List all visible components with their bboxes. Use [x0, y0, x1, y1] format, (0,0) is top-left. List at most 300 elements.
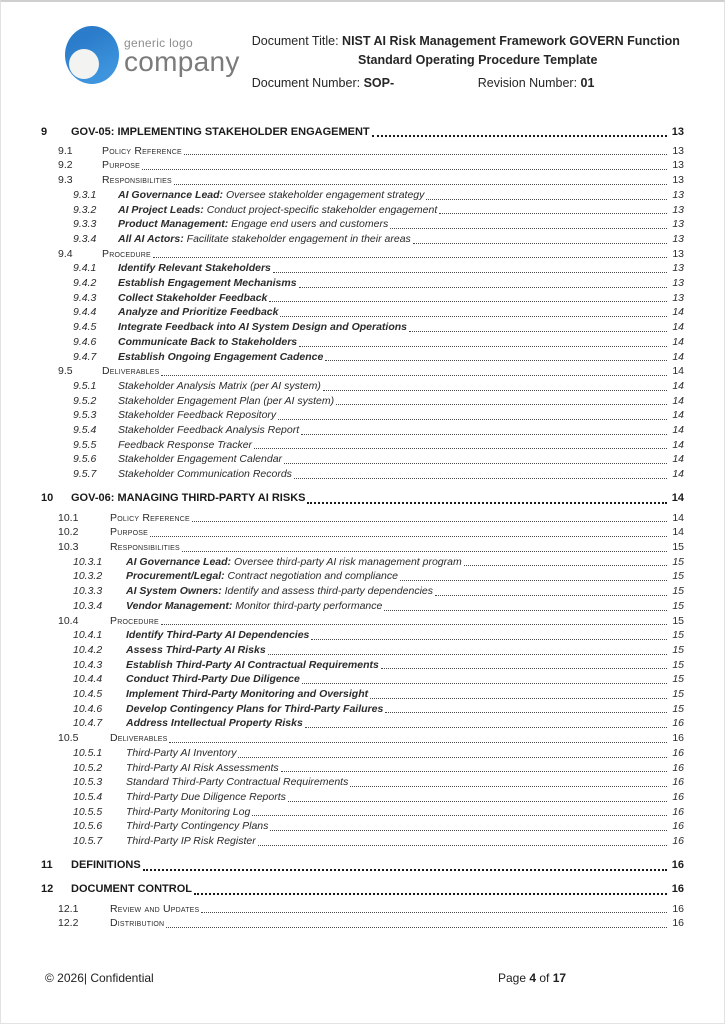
toc-entry-title: Stakeholder Communication Records	[118, 468, 292, 481]
logo-inner-circle-icon	[69, 49, 99, 79]
toc-dot-leader	[150, 536, 667, 537]
toc-entry-title: Third-Party Due Diligence Reports	[126, 790, 286, 803]
toc-entry-9.4[interactable]	[1, 247, 684, 262]
toc-dot-leader	[325, 360, 667, 361]
toc-entry-number: 10.4	[58, 614, 79, 627]
toc-page-number: 13	[672, 174, 684, 187]
toc-entry-title: DOCUMENT CONTROL	[71, 883, 192, 896]
toc-entry-title: Address Intellectual Property Risks	[126, 717, 303, 730]
toc-entry-number: 9.4.6	[73, 335, 97, 348]
toc-dot-leader	[252, 815, 667, 816]
toc-entry-title: Third-Party IP Risk Register	[126, 835, 256, 848]
toc-page-number: 15	[672, 614, 684, 627]
toc-dot-leader	[192, 521, 667, 522]
toc-dot-leader	[281, 771, 667, 772]
toc-dot-leader	[294, 478, 667, 479]
toc-entry-9.4.6[interactable]	[1, 335, 684, 350]
toc-page-number: 16	[672, 835, 684, 848]
toc-entry-number: 10.5.5	[73, 805, 103, 818]
toc-page-number: 15	[672, 658, 684, 671]
toc-dot-leader	[464, 565, 667, 566]
toc-entry-number: 10.5.6	[73, 820, 103, 833]
toc-entry-number: 10.4.5	[73, 688, 103, 701]
toc-entry-10.3.3[interactable]	[1, 584, 684, 599]
toc-dot-leader	[426, 199, 667, 200]
toc-entry-title	[126, 599, 384, 614]
toc-page-number: 16	[672, 917, 684, 930]
toc-entry-10.5.1[interactable]	[1, 746, 684, 761]
copyright-text: © 2026| Confidential	[45, 971, 154, 985]
page-current: 4	[529, 971, 537, 985]
toc-page-number: 13	[672, 232, 684, 245]
toc-page-number: 14	[672, 335, 684, 348]
toc-entry-role-prefix: AI Project Leads:	[118, 203, 204, 216]
toc-page-number: 15	[672, 540, 684, 553]
toc-page-number: 14	[672, 526, 684, 539]
toc-dot-leader	[299, 346, 667, 347]
toc-entry-title: Implement Third-Party Monitoring and Oversight	[126, 688, 369, 701]
toc-entry-10.4.2[interactable]	[1, 643, 684, 658]
toc-entry-title: Responsibilities	[110, 540, 180, 553]
toc-entry-10.4.3[interactable]	[1, 658, 684, 673]
document-number	[252, 74, 478, 93]
toc-entry-number: 9.5.7	[73, 468, 97, 481]
toc-dot-leader	[280, 316, 667, 317]
toc-page-number: 13	[672, 203, 684, 216]
toc-entry-10[interactable]	[1, 491, 684, 506]
toc-page-number: 16	[672, 902, 684, 915]
toc-entry-11[interactable]	[1, 858, 684, 873]
toc-entry-title	[126, 555, 464, 570]
document-header	[1, 2, 724, 101]
toc-entry-9.1[interactable]	[1, 144, 684, 159]
toc-dot-leader	[169, 742, 667, 743]
toc-page-number: 16	[672, 717, 684, 730]
toc-entry-12.2[interactable]	[1, 916, 684, 931]
toc-entry-9.3.3[interactable]	[1, 217, 684, 232]
toc-page-number: 13	[672, 144, 684, 157]
toc-dot-leader	[384, 610, 667, 611]
toc-entry-title: Identify Relevant Stakeholders	[118, 262, 271, 275]
page-total: 17	[552, 971, 567, 985]
toc-entry-title	[118, 232, 413, 247]
toc-entry-number: 12	[41, 883, 54, 896]
toc-entry-number: 10.3	[58, 540, 79, 553]
toc-dot-leader	[390, 228, 667, 229]
toc-entry-title: Conduct Third-Party Due Diligence	[126, 673, 300, 686]
toc-entry-title: Develop Contingency Plans for Third-Party Failures	[126, 702, 384, 715]
toc-entry-number: 10.3.2	[73, 570, 103, 583]
toc-entry-10.4.6[interactable]	[1, 702, 684, 717]
toc-entry-number: 9.4.3	[73, 291, 97, 304]
toc-page-number: 14	[672, 438, 684, 451]
toc-entry-10.3[interactable]	[1, 540, 684, 555]
toc-entry-9.5.2[interactable]	[1, 394, 684, 409]
toc-dot-leader	[439, 213, 667, 214]
toc-entry-9.3[interactable]	[1, 173, 684, 188]
toc-entry-number: 9.3.1	[73, 188, 97, 201]
revision-number-value: 01	[580, 76, 595, 90]
toc-entry-title: GOV-05: IMPLEMENTING STAKEHOLDER ENGAGEMENT	[71, 125, 370, 138]
toc-page-number: 14	[672, 321, 684, 334]
table-of-contents	[1, 101, 724, 931]
toc-dot-leader	[182, 551, 667, 552]
toc-entry-number: 11	[41, 859, 53, 872]
toc-entry-10.5.2[interactable]	[1, 761, 684, 776]
toc-entry-description: Contract negotiation and compliance	[224, 570, 398, 583]
toc-page-number: 16	[672, 746, 684, 759]
toc-entry-title	[118, 188, 426, 203]
toc-entry-role-prefix: AI Governance Lead:	[118, 188, 224, 201]
toc-entry-title: Deliverables	[102, 365, 160, 378]
toc-dot-leader	[269, 301, 667, 302]
toc-entry-title: Purpose	[102, 159, 140, 172]
toc-entry-number: 10.3.3	[73, 585, 103, 598]
toc-entry-description: Facilitate stakeholder engagement in their areas	[183, 232, 411, 245]
toc-entry-title: Third-Party AI Inventory	[126, 746, 237, 759]
toc-entry-title: Analyze and Prioritize Feedback	[118, 306, 279, 319]
toc-page-number: 13	[671, 125, 684, 138]
toc-page-number: 15	[672, 599, 684, 612]
document-title-value: NIST AI Risk Management Framework GOVERN Function	[342, 34, 680, 48]
toc-entry-9.3.2[interactable]	[1, 203, 684, 218]
toc-entry-9.5.7[interactable]	[1, 467, 684, 482]
toc-entry-title: Collect Stakeholder Feedback	[118, 291, 268, 304]
toc-entry-9.3.1[interactable]	[1, 188, 684, 203]
toc-dot-leader	[288, 801, 667, 802]
toc-page-number: 13	[672, 277, 684, 290]
toc-entry-10.4[interactable]	[1, 614, 684, 629]
toc-entry-role-prefix: AI Governance Lead:	[126, 555, 232, 568]
toc-entry-title: Review and Updates	[110, 902, 200, 915]
toc-entry-12[interactable]	[1, 882, 684, 897]
toc-page-number: 15	[672, 629, 684, 642]
toc-page-number: 14	[672, 365, 684, 378]
toc-page-number: 15	[672, 702, 684, 715]
company-logo	[65, 26, 240, 84]
toc-page-number: 15	[672, 585, 684, 598]
toc-page-number: 14	[672, 424, 684, 437]
toc-entry-number: 9.4.7	[73, 350, 97, 363]
toc-dot-leader	[400, 580, 667, 581]
toc-entry-role-prefix: All AI Actors:	[118, 232, 184, 245]
document-number-value: SOP-	[363, 76, 395, 90]
toc-entry-10.5[interactable]	[1, 731, 684, 746]
toc-entry-9.4.4[interactable]	[1, 305, 684, 320]
logo-text	[124, 36, 240, 77]
toc-entry-title: Distribution	[110, 917, 165, 930]
toc-dot-leader	[409, 331, 667, 332]
toc-page-number: 14	[672, 306, 684, 319]
toc-dot-leader	[258, 845, 667, 846]
toc-entry-10.5.4[interactable]	[1, 790, 684, 805]
toc-entry-9.5.1[interactable]	[1, 379, 684, 394]
toc-entry-title: Procedure	[110, 614, 159, 627]
document-title-label: Document Title:	[251, 34, 343, 48]
toc-dot-leader	[336, 404, 667, 405]
toc-entry-number: 9.5.4	[73, 424, 97, 437]
toc-entry-number: 9.5	[58, 365, 73, 378]
toc-dot-leader	[142, 169, 667, 170]
toc-dot-leader	[278, 419, 667, 420]
toc-dot-leader	[385, 712, 667, 713]
toc-dot-leader	[284, 463, 667, 464]
toc-dot-leader	[201, 912, 667, 913]
toc-entry-12.1[interactable]	[1, 902, 684, 917]
toc-entry-title: GOV-06: MANAGING THIRD-PARTY AI RISKS	[71, 492, 306, 505]
document-meta-block	[252, 32, 704, 93]
toc-entry-title: Stakeholder Analysis Matrix (per AI system)	[118, 379, 321, 392]
toc-dot-leader	[311, 639, 667, 640]
document-number-label: Document Number:	[251, 76, 364, 90]
toc-entry-9.4.1[interactable]	[1, 261, 684, 276]
toc-entry-title	[126, 584, 435, 599]
toc-entry-title: Policy Reference	[110, 511, 190, 524]
toc-page-number: 15	[672, 643, 684, 656]
toc-entry-description: Engage end users and customers	[228, 218, 389, 231]
toc-entry-9.5.3[interactable]	[1, 408, 684, 423]
toc-entry-10.3.4[interactable]	[1, 599, 684, 614]
toc-page-number: 14	[671, 492, 684, 505]
logo-company-name: company	[124, 46, 240, 77]
toc-dot-leader	[161, 624, 667, 625]
toc-dot-leader	[372, 135, 667, 137]
toc-entry-9.2[interactable]	[1, 158, 684, 173]
toc-page-number: 14	[672, 350, 684, 363]
toc-entry-number: 9.4.4	[73, 306, 97, 319]
toc-dot-leader	[273, 272, 667, 273]
toc-entry-role-prefix: Product Management:	[118, 218, 229, 231]
toc-entry-9.5.6[interactable]	[1, 452, 684, 467]
toc-entry-title	[126, 569, 400, 584]
toc-entry-10.5.5[interactable]	[1, 805, 684, 820]
toc-dot-leader	[270, 830, 667, 831]
toc-entry-number: 9.4.5	[73, 321, 97, 334]
toc-entry-number: 9.4.2	[73, 277, 97, 290]
toc-page-number: 13	[672, 159, 684, 172]
toc-entry-10.4.5[interactable]	[1, 687, 684, 702]
toc-entry-description: Monitor third-party performance	[232, 599, 383, 612]
toc-dot-leader	[381, 668, 667, 669]
toc-entry-10.4.1[interactable]	[1, 628, 684, 643]
toc-dot-leader	[174, 184, 667, 185]
toc-page-number: 14	[672, 453, 684, 466]
toc-entry-number: 9.1	[58, 144, 73, 157]
toc-entry-9.4.5[interactable]	[1, 320, 684, 335]
toc-page-number: 14	[672, 394, 684, 407]
toc-entry-10.5.6[interactable]	[1, 819, 684, 834]
toc-entry-number: 10	[41, 492, 54, 505]
toc-dot-leader	[305, 727, 667, 728]
toc-entry-title: Third-Party Monitoring Log	[126, 805, 251, 818]
toc-entry-title: Responsibilities	[102, 174, 172, 187]
toc-entry-9.4.7[interactable]	[1, 350, 684, 365]
toc-entry-number: 10.4.2	[73, 643, 103, 656]
toc-entry-number: 9.3	[58, 174, 73, 187]
toc-entry-10.2[interactable]	[1, 525, 684, 540]
toc-entry-description: Oversee stakeholder engagement strategy	[223, 188, 425, 201]
toc-entry-description: Conduct project-specific stakeholder engagement	[203, 203, 438, 216]
toc-page-number: 16	[671, 883, 684, 896]
toc-entry-10.5.7[interactable]	[1, 834, 684, 849]
toc-entry-number: 9.4.1	[73, 262, 97, 275]
toc-entry-title: Policy Reference	[102, 144, 182, 157]
toc-dot-leader	[307, 502, 667, 504]
toc-entry-title: Third-Party Contingency Plans	[126, 820, 269, 833]
toc-entry-9.5.5[interactable]	[1, 438, 684, 453]
toc-entry-number: 12.2	[58, 917, 79, 930]
toc-page-number: 16	[672, 820, 684, 833]
toc-entry-title: Purpose	[110, 526, 148, 539]
toc-entry-description: Oversee third-party AI risk management program	[231, 555, 462, 568]
toc-dot-leader	[350, 786, 667, 787]
toc-entry-title: Stakeholder Feedback Analysis Report	[118, 424, 300, 437]
toc-entry-title	[118, 203, 439, 218]
toc-entry-title: Standard Third-Party Contractual Requirements	[126, 776, 349, 789]
toc-entry-title: Third-Party AI Risk Assessments	[126, 761, 279, 774]
toc-entry-title: Identify Third-Party AI Dependencies	[126, 629, 310, 642]
toc-entry-number: 10.4.6	[73, 702, 103, 715]
toc-page-number: 15	[672, 673, 684, 686]
toc-dot-leader	[238, 757, 667, 758]
toc-page-number: 15	[672, 555, 684, 568]
toc-dot-leader	[299, 287, 667, 288]
toc-dot-leader	[302, 683, 667, 684]
toc-entry-number: 10.2	[58, 526, 79, 539]
toc-entry-title: Procedure	[102, 247, 151, 260]
toc-page-number: 16	[672, 805, 684, 818]
toc-entry-10.3.1[interactable]	[1, 555, 684, 570]
toc-entry-9[interactable]	[1, 125, 684, 140]
toc-entry-9.4.2[interactable]	[1, 276, 684, 291]
toc-dot-leader	[194, 893, 667, 895]
toc-dot-leader	[413, 243, 667, 244]
toc-entry-10.3.2[interactable]	[1, 569, 684, 584]
toc-entry-number: 9.5.3	[73, 409, 97, 422]
toc-page-number: 14	[672, 409, 684, 422]
toc-entry-number: 10.4.4	[73, 673, 103, 686]
toc-entry-number: 10.5.7	[73, 835, 103, 848]
toc-dot-leader	[153, 257, 667, 258]
toc-dot-leader	[161, 375, 667, 376]
toc-entry-role-prefix: AI System Owners:	[126, 585, 222, 598]
toc-entry-number: 9.5.1	[73, 379, 97, 392]
logo-tagline: generic logo	[124, 36, 193, 50]
toc-entry-10.4.7[interactable]	[1, 716, 684, 731]
toc-page-number: 13	[672, 188, 684, 201]
document-number-line	[252, 74, 704, 93]
toc-page-number: 16	[672, 732, 684, 745]
toc-entry-number: 10.1	[58, 511, 79, 524]
toc-entry-title: DEFINITIONS	[71, 859, 141, 872]
toc-page-number: 13	[672, 262, 684, 275]
toc-entry-number: 12.1	[58, 902, 79, 915]
toc-entry-number: 9.5.6	[73, 453, 97, 466]
logo-circle-icon	[65, 26, 119, 84]
toc-entry-title: Stakeholder Engagement Plan (per AI system)	[118, 394, 335, 407]
toc-entry-role-prefix: Vendor Management:	[126, 599, 233, 612]
toc-page-number: 15	[672, 570, 684, 583]
toc-entry-9.4.3[interactable]	[1, 291, 684, 306]
toc-entry-number: 10.4.7	[73, 717, 103, 730]
revision-number	[478, 74, 595, 93]
toc-dot-leader	[254, 448, 667, 449]
toc-entry-10.4.4[interactable]	[1, 672, 684, 687]
toc-page-number: 13	[672, 247, 684, 260]
toc-entry-number: 10.5.4	[73, 790, 103, 803]
toc-page-number: 16	[672, 776, 684, 789]
toc-page-number: 13	[672, 218, 684, 231]
toc-entry-title: Assess Third-Party AI Risks	[126, 643, 266, 656]
toc-entry-number: 10.4.3	[73, 658, 103, 671]
toc-entry-title: Establish Third-Party AI Contractual Requirements	[126, 658, 379, 671]
toc-entry-number: 10.4.1	[73, 629, 103, 642]
document-title-line	[252, 32, 704, 51]
toc-entry-number: 9.3.2	[73, 203, 97, 216]
toc-entry-number: 9.2	[58, 159, 73, 172]
toc-page-number: 16	[671, 859, 684, 872]
toc-page-number: 16	[672, 761, 684, 774]
toc-entry-title: Feedback Response Tracker	[118, 438, 253, 451]
toc-entry-title: Stakeholder Feedback Repository	[118, 409, 277, 422]
toc-entry-number: 10.5.3	[73, 776, 103, 789]
toc-dot-leader	[184, 154, 667, 155]
toc-dot-leader	[143, 869, 667, 871]
toc-entry-number: 10.5.2	[73, 761, 103, 774]
page-indicator: Page 4 of 17	[498, 971, 567, 985]
toc-dot-leader	[370, 698, 667, 699]
toc-entry-role-prefix: Procurement/Legal:	[126, 570, 225, 583]
toc-page-number: 14	[672, 468, 684, 481]
toc-page-number: 15	[672, 688, 684, 701]
toc-entry-number: 9.5.5	[73, 438, 97, 451]
toc-entry-10.5.3[interactable]	[1, 775, 684, 790]
toc-dot-leader	[435, 595, 667, 596]
toc-dot-leader	[166, 927, 667, 928]
toc-entry-title: Establish Engagement Mechanisms	[118, 277, 297, 290]
toc-dot-leader	[268, 654, 667, 655]
toc-entry-title: Stakeholder Engagement Calendar	[118, 453, 283, 466]
toc-entry-9.3.4[interactable]	[1, 232, 684, 247]
toc-entry-title	[118, 217, 390, 232]
toc-entry-title: Communicate Back to Stakeholders	[118, 335, 298, 348]
toc-entry-number: 10.3.1	[73, 555, 103, 568]
toc-dot-leader	[323, 390, 667, 391]
toc-entry-number: 9.3.4	[73, 232, 97, 245]
toc-entry-9.5[interactable]	[1, 364, 684, 379]
toc-dot-leader	[301, 434, 667, 435]
toc-entry-number: 9.3.3	[73, 218, 97, 231]
toc-page-number: 14	[672, 379, 684, 392]
toc-entry-title: Integrate Feedback into AI System Design and Operations	[118, 321, 408, 334]
toc-page-number: 16	[672, 790, 684, 803]
toc-entry-number: 10.3.4	[73, 599, 103, 612]
toc-entry-number: 10.5	[58, 732, 79, 745]
toc-entry-9.5.4[interactable]	[1, 423, 684, 438]
toc-entry-number: 9.5.2	[73, 394, 97, 407]
toc-page-number: 13	[672, 291, 684, 304]
toc-entry-10.1[interactable]	[1, 511, 684, 526]
toc-entry-number: 10.5.1	[73, 746, 103, 759]
toc-entry-number: 9	[41, 125, 48, 138]
toc-page-number: 14	[672, 511, 684, 524]
toc-entry-title: Deliverables	[110, 732, 168, 745]
document-title-line2: Standard Operating Procedure Template	[358, 53, 598, 67]
toc-entry-description: Identify and assess third-party dependencies	[221, 585, 433, 598]
toc-entry-title: Establish Ongoing Engagement Cadence	[118, 350, 324, 363]
revision-number-label: Revision Number:	[477, 76, 581, 90]
toc-entry-number: 9.4	[58, 247, 73, 260]
